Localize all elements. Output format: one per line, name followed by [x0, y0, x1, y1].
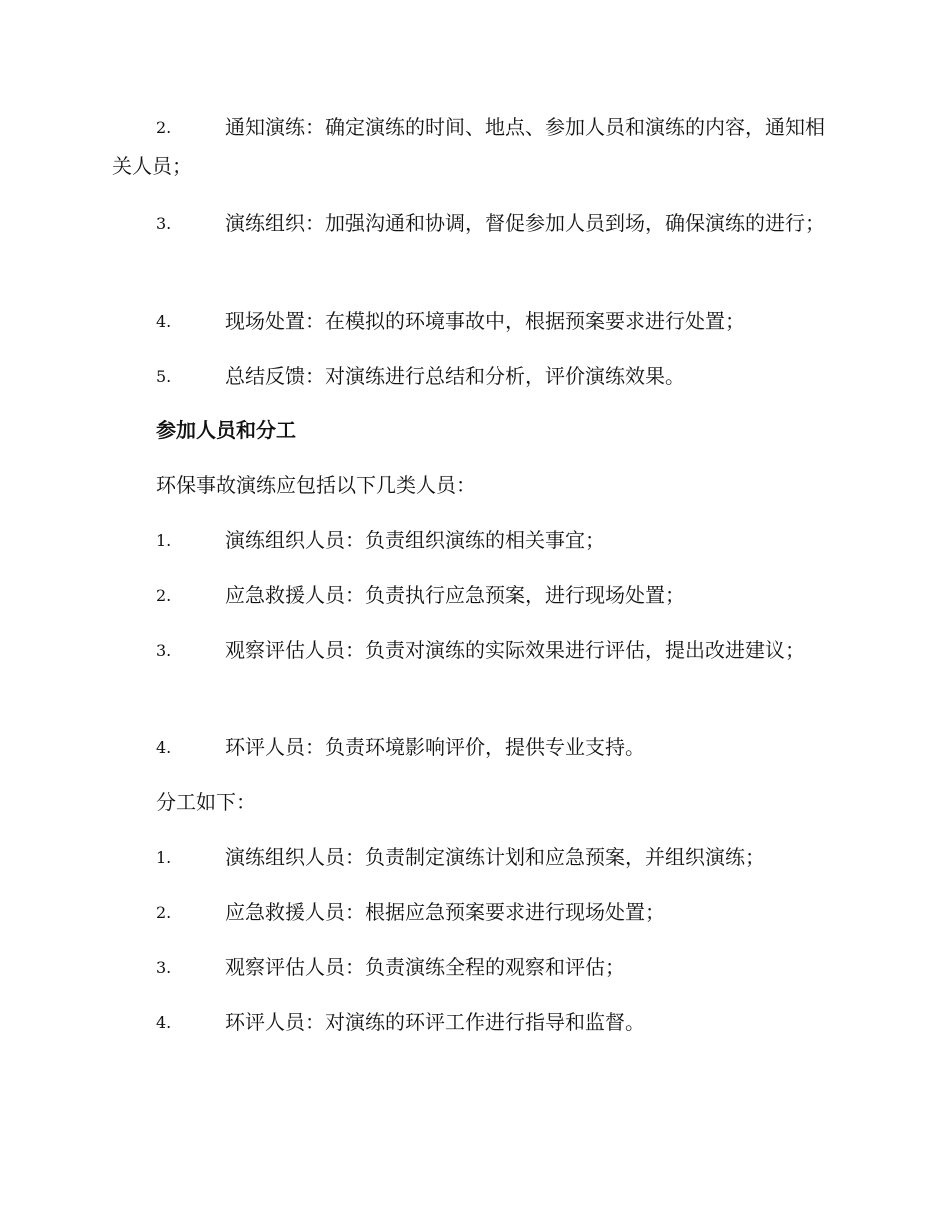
list-item [112, 728, 834, 767]
list-item-number: 2. [156, 586, 172, 605]
list-item-number: 3. [156, 641, 172, 660]
list-item [112, 521, 834, 560]
list-item [112, 108, 834, 186]
list-item-text: 通知演练：确定演练的时间、地点、参加人员和演练的内容，通知相关人员； [112, 115, 825, 178]
list-item [112, 838, 834, 877]
list-item-number: 4. [156, 1013, 172, 1032]
list-item-text: 现场处置：在模拟的环境事故中，根据预案要求进行处置； [225, 309, 745, 333]
list-item-text: 应急救援人员：根据应急预案要求进行现场处置； [225, 900, 665, 924]
list-item-text: 观察评估人员：负责对演练的实际效果进行评估，提出改进建议； [225, 638, 805, 662]
section-intro: 环保事故演练应包括以下几类人员： [156, 473, 476, 497]
list-item [112, 357, 834, 396]
list-item-number: 4. [156, 738, 172, 757]
division-intro: 分工如下： [156, 790, 256, 814]
list-item-number: 2. [156, 118, 172, 137]
list-item [112, 1003, 834, 1042]
list-item-text: 应急救援人员：负责执行应急预案，进行现场处置； [225, 583, 685, 607]
list-item-number: 3. [156, 214, 172, 233]
list-item [112, 302, 834, 341]
list-item-text: 演练组织：加强沟通和协调，督促参加人员到场，确保演练的进行； [225, 211, 825, 235]
list-item-number: 5. [156, 367, 172, 386]
list-item-text: 演练组织人员：负责制定演练计划和应急预案，并组织演练； [225, 845, 765, 869]
list-item-text: 环评人员：负责环境影响评价，提供专业支持。 [225, 735, 645, 759]
list-item-text: 总结反馈：对演练进行总结和分析，评价演练效果。 [225, 364, 685, 388]
list-item-number: 1. [156, 531, 172, 550]
list-item-number: 3. [156, 958, 172, 977]
list-item [112, 893, 834, 932]
list-item [112, 948, 834, 987]
list-item-number: 4. [156, 312, 172, 331]
list-item-number: 2. [156, 903, 172, 922]
list-item-text: 演练组织人员：负责组织演练的相关事宜； [225, 528, 605, 552]
list-item [112, 631, 834, 670]
section-heading: 参加人员和分工 [156, 418, 296, 442]
list-item-number: 1. [156, 848, 172, 867]
list-item-text: 观察评估人员：负责演练全程的观察和评估； [225, 955, 625, 979]
list-item [112, 204, 834, 243]
list-item-text: 环评人员：对演练的环评工作进行指导和监督。 [225, 1010, 645, 1034]
list-item [112, 576, 834, 615]
